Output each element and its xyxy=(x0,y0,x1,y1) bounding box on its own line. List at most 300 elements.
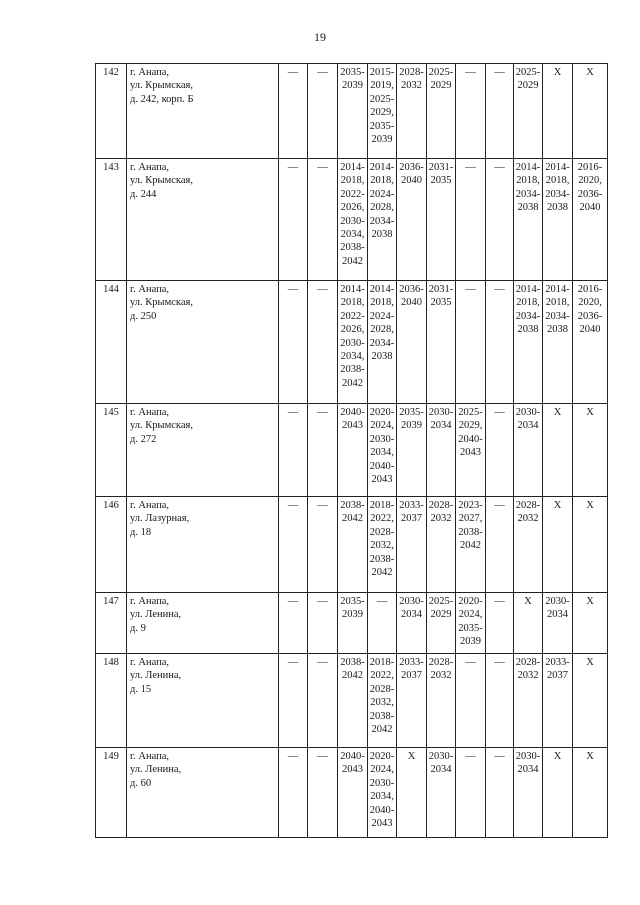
schedule-value: 2032 xyxy=(430,513,452,525)
schedule-value: Х xyxy=(553,751,562,762)
row-number: 149 xyxy=(96,748,127,838)
schedule-cell xyxy=(456,281,486,404)
schedule-value: 2040- xyxy=(369,460,395,472)
schedule-value: 2018- xyxy=(369,657,395,668)
schedule-value: 2035- xyxy=(340,67,365,78)
schedule-value: 2029 xyxy=(517,80,539,92)
address-cell xyxy=(127,404,279,497)
schedule-cell xyxy=(514,281,543,404)
address-line: д. 9 xyxy=(130,622,146,634)
schedule-value: 2040- xyxy=(340,407,365,418)
table-row xyxy=(96,593,608,654)
schedule-value: 2028- xyxy=(369,683,395,695)
schedule-value: 2022, xyxy=(370,513,394,525)
schedule-cell xyxy=(543,654,573,748)
schedule-value: 2042 xyxy=(371,724,393,736)
schedule-cell xyxy=(514,748,543,838)
schedule-value: 2020, xyxy=(578,297,602,309)
schedule-cell xyxy=(279,497,308,593)
schedule-value: 2025- xyxy=(458,407,483,418)
address-cell xyxy=(127,497,279,593)
schedule-cell xyxy=(338,654,368,748)
schedule-cell xyxy=(486,281,514,404)
schedule-cell xyxy=(543,593,573,654)
schedule-cell xyxy=(338,497,368,593)
schedule-value: 2035- xyxy=(369,120,395,132)
schedule-cell xyxy=(368,281,397,404)
schedule-cell xyxy=(486,159,514,281)
schedule-cell xyxy=(456,654,486,748)
schedule-value: 2035 xyxy=(430,175,452,187)
address-line: ул. Ленина, xyxy=(130,764,182,776)
schedule-value: 2020, xyxy=(578,175,602,187)
schedule-cell xyxy=(308,497,338,593)
schedule-value: 2018, xyxy=(340,297,365,309)
schedule-value: 2029 xyxy=(430,80,452,92)
schedule-table xyxy=(95,63,608,838)
address-line: д. 272 xyxy=(130,433,157,445)
schedule-value: 2022- xyxy=(340,310,365,322)
schedule-value: — xyxy=(317,284,328,295)
table-row xyxy=(96,281,608,404)
schedule-value: — xyxy=(317,657,328,668)
schedule-value: 2042 xyxy=(460,540,481,552)
schedule-value: 2043 xyxy=(371,818,393,830)
address-cell xyxy=(127,654,279,748)
schedule-value: 2018- xyxy=(369,500,395,511)
schedule-value: 2033- xyxy=(399,500,424,511)
schedule-value: 2036- xyxy=(399,162,424,173)
schedule-value: 2038 xyxy=(371,229,393,241)
schedule-value: 2042 xyxy=(342,670,363,682)
schedule-value: — xyxy=(287,67,299,78)
schedule-cell xyxy=(338,748,368,838)
address-line: ул. Крымская, xyxy=(130,175,193,187)
address-line: ул. Крымская, xyxy=(130,80,193,92)
schedule-value: 2042 xyxy=(342,255,363,267)
schedule-cell xyxy=(514,64,543,159)
schedule-value: Х xyxy=(586,596,594,607)
schedule-value: 2034 xyxy=(430,764,452,776)
row-number: 148 xyxy=(96,654,127,748)
schedule-value: 2040- xyxy=(340,751,365,762)
schedule-cell xyxy=(456,159,486,281)
schedule-value: 2025- xyxy=(515,67,541,78)
schedule-value: 2024, xyxy=(458,609,483,621)
schedule-value: — xyxy=(465,284,476,295)
schedule-value: — xyxy=(317,500,328,511)
schedule-value: 2030- xyxy=(369,777,395,789)
schedule-value: 2028- xyxy=(428,657,454,668)
schedule-cell xyxy=(368,159,397,281)
schedule-cell xyxy=(543,748,573,838)
schedule-cell xyxy=(573,593,608,654)
schedule-value: 2038- xyxy=(369,553,395,565)
table-row xyxy=(96,748,608,838)
schedule-cell xyxy=(397,64,427,159)
schedule-cell xyxy=(308,593,338,654)
schedule-cell xyxy=(543,497,573,593)
schedule-value: 2037 xyxy=(401,670,422,682)
schedule-value: — xyxy=(494,596,505,607)
schedule-value: 2032 xyxy=(517,670,539,682)
schedule-cell xyxy=(514,404,543,497)
schedule-cell xyxy=(486,497,514,593)
schedule-value: 2018, xyxy=(340,175,365,187)
table-body xyxy=(96,64,608,838)
schedule-cell xyxy=(427,748,456,838)
schedule-value: Х xyxy=(407,751,416,762)
schedule-value: Х xyxy=(586,67,594,78)
schedule-cell xyxy=(368,404,397,497)
schedule-value: 2040 xyxy=(401,175,422,187)
schedule-value: 2020- xyxy=(369,751,395,762)
schedule-value: 2034 xyxy=(430,420,452,432)
address-cell xyxy=(127,281,279,404)
schedule-value: — xyxy=(494,162,505,173)
schedule-cell xyxy=(279,64,308,159)
schedule-cell xyxy=(279,593,308,654)
schedule-cell xyxy=(486,404,514,497)
schedule-value: 2034- xyxy=(545,310,570,322)
schedule-value: 2042 xyxy=(371,567,393,579)
schedule-value: 2028- xyxy=(369,526,395,538)
schedule-value: Х xyxy=(586,751,594,762)
schedule-value: 2037 xyxy=(401,513,422,525)
schedule-value: 2028- xyxy=(399,67,424,78)
schedule-value: Х xyxy=(524,596,532,607)
schedule-value: — xyxy=(376,596,388,607)
address-line: г. Анапа, xyxy=(130,407,170,418)
schedule-value: 2023- xyxy=(458,500,483,511)
table-row xyxy=(96,159,608,281)
address-line: ул. Ленина, xyxy=(130,609,182,621)
schedule-cell xyxy=(308,64,338,159)
schedule-value: 2024, xyxy=(370,420,394,432)
address-line: д. 244 xyxy=(130,188,157,200)
schedule-value: 2032, xyxy=(370,697,394,709)
address-line: г. Анапа, xyxy=(130,657,170,668)
schedule-value: 2036- xyxy=(399,284,424,295)
schedule-value: 2028- xyxy=(515,500,541,511)
table-row xyxy=(96,404,608,497)
schedule-value: 2032 xyxy=(401,80,422,92)
schedule-value: 2028- xyxy=(515,657,541,668)
schedule-value: 2030- xyxy=(369,433,395,445)
address-cell xyxy=(127,64,279,159)
schedule-value: 2024- xyxy=(369,310,395,322)
schedule-value: 2042 xyxy=(342,377,363,389)
schedule-value: Х xyxy=(553,407,562,418)
schedule-value: 2020- xyxy=(369,407,395,418)
schedule-cell xyxy=(486,748,514,838)
address-line: д. 242, корп. Б xyxy=(130,93,194,105)
schedule-cell xyxy=(397,159,427,281)
schedule-value: 2030- xyxy=(545,596,570,607)
schedule-cell xyxy=(486,64,514,159)
schedule-cell xyxy=(573,654,608,748)
schedule-value: — xyxy=(287,162,299,173)
schedule-value: 2030- xyxy=(428,407,454,418)
schedule-value: 2025- xyxy=(428,596,454,607)
schedule-value: 2032, xyxy=(370,540,394,552)
schedule-value: 2031- xyxy=(428,162,454,173)
row-number: 146 xyxy=(96,497,127,593)
address-cell xyxy=(127,159,279,281)
schedule-cell xyxy=(279,159,308,281)
schedule-value: 2014- xyxy=(340,162,365,173)
schedule-cell xyxy=(427,64,456,159)
schedule-value: 2043 xyxy=(460,447,481,459)
schedule-cell xyxy=(308,654,338,748)
schedule-cell xyxy=(573,748,608,838)
schedule-cell xyxy=(486,654,514,748)
schedule-value: 2033- xyxy=(545,657,570,668)
address-cell xyxy=(127,748,279,838)
schedule-value: 2040- xyxy=(369,804,395,816)
schedule-value: 2014- xyxy=(515,284,541,295)
schedule-cell xyxy=(427,281,456,404)
schedule-value: 2030- xyxy=(340,337,365,349)
schedule-value: 2034, xyxy=(370,447,394,459)
schedule-value: — xyxy=(317,751,328,762)
schedule-value: 2038- xyxy=(340,657,365,668)
schedule-value: 2034- xyxy=(369,215,395,227)
schedule-cell xyxy=(368,497,397,593)
schedule-value: 2034- xyxy=(545,188,570,200)
schedule-value: — xyxy=(317,407,328,418)
schedule-cell xyxy=(338,159,368,281)
row-number: 145 xyxy=(96,404,127,497)
schedule-value: 2026, xyxy=(340,324,365,336)
schedule-cell xyxy=(456,404,486,497)
schedule-value: 2040- xyxy=(458,433,483,445)
schedule-value: 2038- xyxy=(340,364,365,376)
row-number: 143 xyxy=(96,159,127,281)
schedule-value: 2030- xyxy=(340,215,365,227)
schedule-cell xyxy=(308,159,338,281)
schedule-value: 2034- xyxy=(369,337,395,349)
schedule-cell xyxy=(338,593,368,654)
schedule-value: 2022- xyxy=(340,188,365,200)
schedule-value: 2037 xyxy=(547,670,568,682)
schedule-cell xyxy=(573,497,608,593)
schedule-value: 2043 xyxy=(371,474,393,486)
schedule-value: 2034, xyxy=(340,351,365,363)
schedule-value: 2034 xyxy=(401,609,422,621)
schedule-value: 2039 xyxy=(342,80,363,92)
schedule-cell xyxy=(338,64,368,159)
schedule-value: 2038- xyxy=(340,500,365,511)
schedule-value: 2034, xyxy=(370,791,394,803)
schedule-value: 2034 xyxy=(517,764,539,776)
schedule-cell xyxy=(573,404,608,497)
schedule-value: — xyxy=(494,657,505,668)
schedule-value: 2038 xyxy=(547,324,568,336)
schedule-value: 2034, xyxy=(340,229,365,241)
schedule-value: 2042 xyxy=(342,513,363,525)
schedule-value: 2039 xyxy=(342,609,363,621)
schedule-value: 2043 xyxy=(342,420,363,432)
schedule-value: 2038- xyxy=(369,710,395,722)
schedule-value: 2035- xyxy=(340,596,365,607)
schedule-value: 2039 xyxy=(460,636,481,648)
address-line: д. 60 xyxy=(130,777,152,789)
schedule-value: 2025- xyxy=(369,93,395,105)
table-row xyxy=(96,654,608,748)
schedule-value: 2043 xyxy=(342,764,363,776)
schedule-value: 2034- xyxy=(515,188,541,200)
schedule-cell xyxy=(456,593,486,654)
schedule-cell xyxy=(456,748,486,838)
schedule-value: 2028, xyxy=(370,202,394,214)
schedule-cell xyxy=(338,281,368,404)
schedule-value: Х xyxy=(553,67,562,78)
schedule-cell xyxy=(397,654,427,748)
schedule-cell xyxy=(543,404,573,497)
schedule-cell xyxy=(368,748,397,838)
schedule-value: 2038 xyxy=(517,324,539,336)
schedule-value: 2024, xyxy=(370,764,394,776)
schedule-value: 2018, xyxy=(545,297,570,309)
schedule-cell xyxy=(427,497,456,593)
schedule-value: — xyxy=(317,67,328,78)
schedule-value: — xyxy=(465,162,476,173)
schedule-cell xyxy=(573,159,608,281)
schedule-cell xyxy=(514,593,543,654)
address-line: ул. Лазурная, xyxy=(130,513,190,525)
schedule-cell xyxy=(427,159,456,281)
schedule-value: 2035- xyxy=(399,407,424,418)
schedule-value: 2029 xyxy=(430,609,452,621)
schedule-cell xyxy=(573,281,608,404)
schedule-cell xyxy=(543,64,573,159)
schedule-value: 2040 xyxy=(579,202,601,214)
schedule-value: Х xyxy=(586,500,594,511)
schedule-value: 2026, xyxy=(340,202,365,214)
schedule-value: 2032 xyxy=(430,670,452,682)
schedule-value: — xyxy=(494,407,505,418)
schedule-cell xyxy=(308,748,338,838)
schedule-cell xyxy=(397,748,427,838)
schedule-cell xyxy=(308,404,338,497)
schedule-value: 2030- xyxy=(515,407,541,418)
schedule-value: 2018, xyxy=(516,175,540,187)
schedule-cell xyxy=(279,404,308,497)
schedule-value: 2018, xyxy=(545,175,570,187)
address-line: г. Анапа, xyxy=(130,284,170,295)
schedule-value: 2030- xyxy=(515,751,541,762)
schedule-value: 2034- xyxy=(515,310,541,322)
schedule-cell xyxy=(514,654,543,748)
address-line: г. Анапа, xyxy=(130,162,170,173)
schedule-value: 2033- xyxy=(399,657,424,668)
schedule-value: — xyxy=(494,284,505,295)
schedule-value: 2014- xyxy=(545,284,570,295)
address-line: д. 250 xyxy=(130,310,157,322)
schedule-value: 2038- xyxy=(340,242,365,254)
address-line: ул. Ленина, xyxy=(130,670,182,682)
schedule-value: 2036- xyxy=(577,310,603,322)
schedule-value: Х xyxy=(553,500,562,511)
address-line: г. Анапа, xyxy=(130,751,170,762)
schedule-cell xyxy=(397,281,427,404)
schedule-value: 2018, xyxy=(370,175,394,187)
schedule-value: 2028, xyxy=(370,324,394,336)
schedule-value: 2029, xyxy=(458,420,483,432)
schedule-value: — xyxy=(287,657,299,668)
address-line: д. 15 xyxy=(130,683,152,695)
schedule-value: 2019, xyxy=(370,80,394,92)
schedule-value: — xyxy=(287,500,299,511)
schedule-value: 2027, xyxy=(458,513,483,525)
schedule-value: 2014- xyxy=(369,284,395,295)
schedule-value: 2028- xyxy=(428,500,454,511)
schedule-value: 2025- xyxy=(428,67,454,78)
address-line: д. 18 xyxy=(130,526,152,538)
schedule-value: 2030- xyxy=(399,596,424,607)
schedule-cell xyxy=(456,497,486,593)
schedule-value: 2014- xyxy=(515,162,541,173)
address-line: г. Анапа, xyxy=(130,500,170,511)
schedule-value: 2040 xyxy=(579,324,601,336)
schedule-cell xyxy=(397,497,427,593)
address-cell xyxy=(127,593,279,654)
schedule-cell xyxy=(573,64,608,159)
schedule-value: 2038 xyxy=(371,351,393,363)
schedule-cell xyxy=(427,654,456,748)
schedule-value: 2040 xyxy=(401,297,422,309)
schedule-value: — xyxy=(465,67,476,78)
schedule-cell xyxy=(368,593,397,654)
schedule-value: — xyxy=(287,407,299,418)
schedule-value: 2014- xyxy=(340,284,365,295)
schedule-value: 2015- xyxy=(369,67,395,78)
schedule-value: 2024- xyxy=(369,188,395,200)
schedule-value: Х xyxy=(586,407,594,418)
schedule-value: 2035 xyxy=(430,297,452,309)
schedule-value: 2034 xyxy=(547,609,568,621)
schedule-cell xyxy=(543,281,573,404)
schedule-cell xyxy=(368,654,397,748)
table-row xyxy=(96,64,608,159)
schedule-value: — xyxy=(287,751,299,762)
schedule-value: 2032 xyxy=(517,513,539,525)
schedule-value: 2038- xyxy=(458,526,483,538)
schedule-cell xyxy=(514,159,543,281)
schedule-cell xyxy=(397,593,427,654)
page-number: 19 xyxy=(314,30,326,44)
schedule-value: 2029, xyxy=(370,107,394,119)
schedule-value: 2039 xyxy=(401,420,422,432)
schedule-value: — xyxy=(317,596,328,607)
schedule-cell xyxy=(543,159,573,281)
address-line: ул. Крымская, xyxy=(130,420,193,432)
schedule-value: — xyxy=(317,162,328,173)
address-line: г. Анапа, xyxy=(130,67,170,78)
schedule-value: — xyxy=(494,67,505,78)
schedule-value: 2018, xyxy=(370,297,394,309)
schedule-value: 2014- xyxy=(369,162,395,173)
schedule-cell xyxy=(514,497,543,593)
schedule-value: — xyxy=(287,284,299,295)
schedule-value: — xyxy=(494,751,505,762)
row-number: 142 xyxy=(96,64,127,159)
row-number: 147 xyxy=(96,593,127,654)
address-line: г. Анапа, xyxy=(130,596,170,607)
table-row xyxy=(96,497,608,593)
schedule-cell xyxy=(308,281,338,404)
